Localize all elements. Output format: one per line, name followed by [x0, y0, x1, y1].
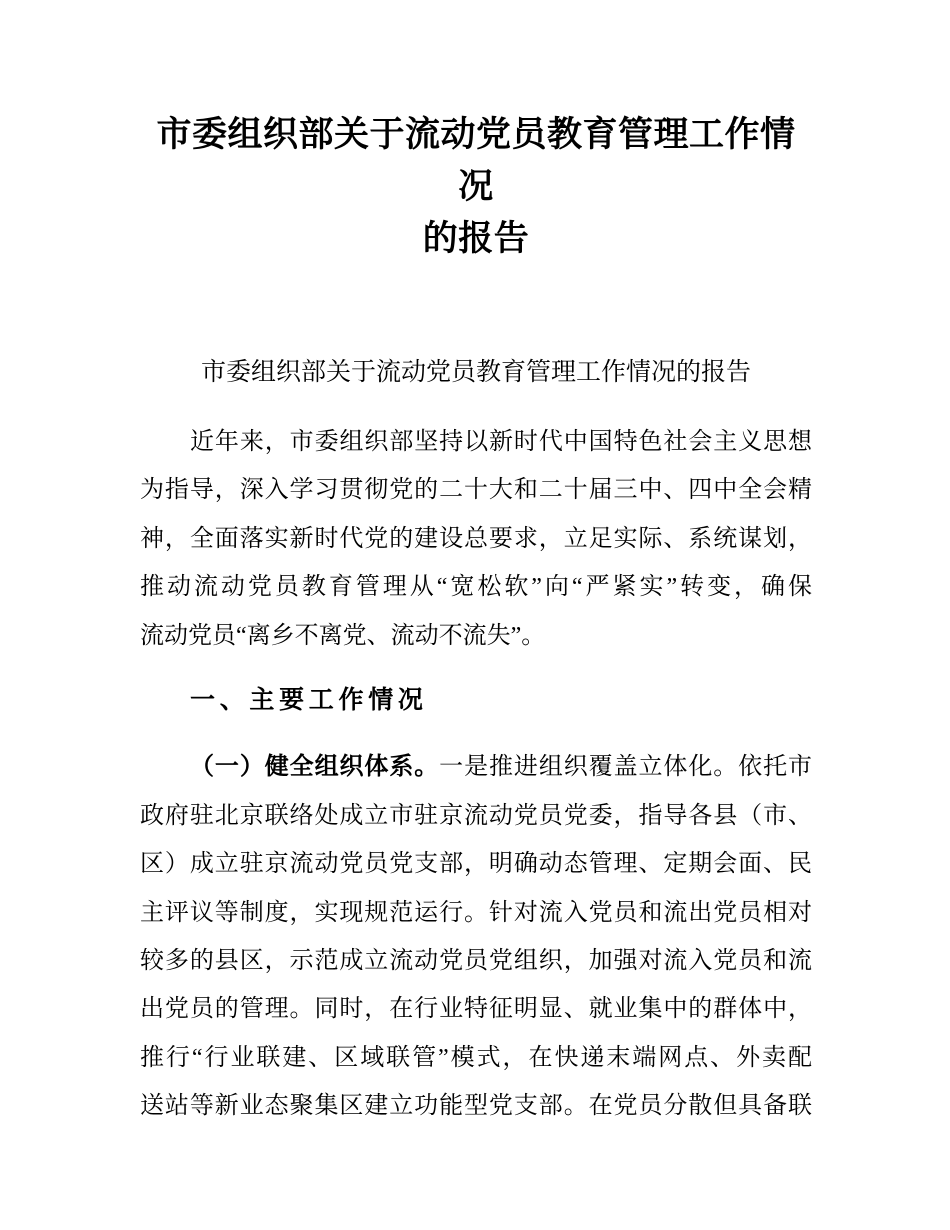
paragraph-line: 推动流动党员教育管理从“宽松软”向“严紧实”转变，确保	[140, 574, 812, 601]
body-paragraph-2	[140, 743, 812, 1130]
paragraph-line: 神，全面落实新时代党的建设总要求，立足实际、系统谋划，	[140, 525, 812, 552]
paragraph-line: 较多的县区，示范成立流动党员党组织，加强对流入党员和流	[140, 947, 812, 974]
paragraph-line: 送站等新业态聚集区建立功能型党支部。在党员分散但具备联	[140, 1093, 812, 1120]
document-subtitle: 市委组织部关于流动党员教育管理工作情况的报告	[200, 359, 751, 386]
body-paragraph-1	[140, 418, 812, 660]
document-title	[140, 109, 812, 265]
section-heading-1: 一、主要工作情况	[190, 685, 428, 714]
title-line-2: 的报告	[422, 219, 530, 258]
document-body	[0, 109, 950, 1130]
paragraph-line: 主评议等制度，实现规范运行。针对流入党员和流出党员相对	[140, 899, 812, 926]
paragraph-line: 出党员的管理。同时，在行业特征明显、就业集中的群体中，	[140, 996, 812, 1023]
paragraph-line: 流动党员“离乡不离党、流动不流失”。	[140, 622, 546, 649]
paragraph-lead-bold: （一）健全组织体系。	[190, 753, 440, 781]
paragraph-line: 区）成立驻京流动党员党支部，明确动态管理、定期会面、民	[140, 851, 812, 878]
paragraph-lead-rest: 一是推进组织覆盖立体化。依托市	[439, 754, 813, 781]
paragraph-line	[140, 743, 812, 791]
paragraph-line: 近年来，市委组织部坚持以新时代中国特色社会主义思想	[190, 429, 812, 455]
title-line-1: 市委组织部关于流动党员教育管理工作情况	[156, 115, 796, 206]
paragraph-line: 政府驻北京联络处成立市驻京流动党员党委，指导各县（市、	[140, 802, 812, 829]
paragraph-line: 为指导，深入学习贯彻党的二十大和二十届三中、四中全会精	[140, 477, 812, 504]
paragraph-line: 推行“行业联建、区域联管”模式，在快递末端网点、外卖配	[140, 1044, 812, 1071]
